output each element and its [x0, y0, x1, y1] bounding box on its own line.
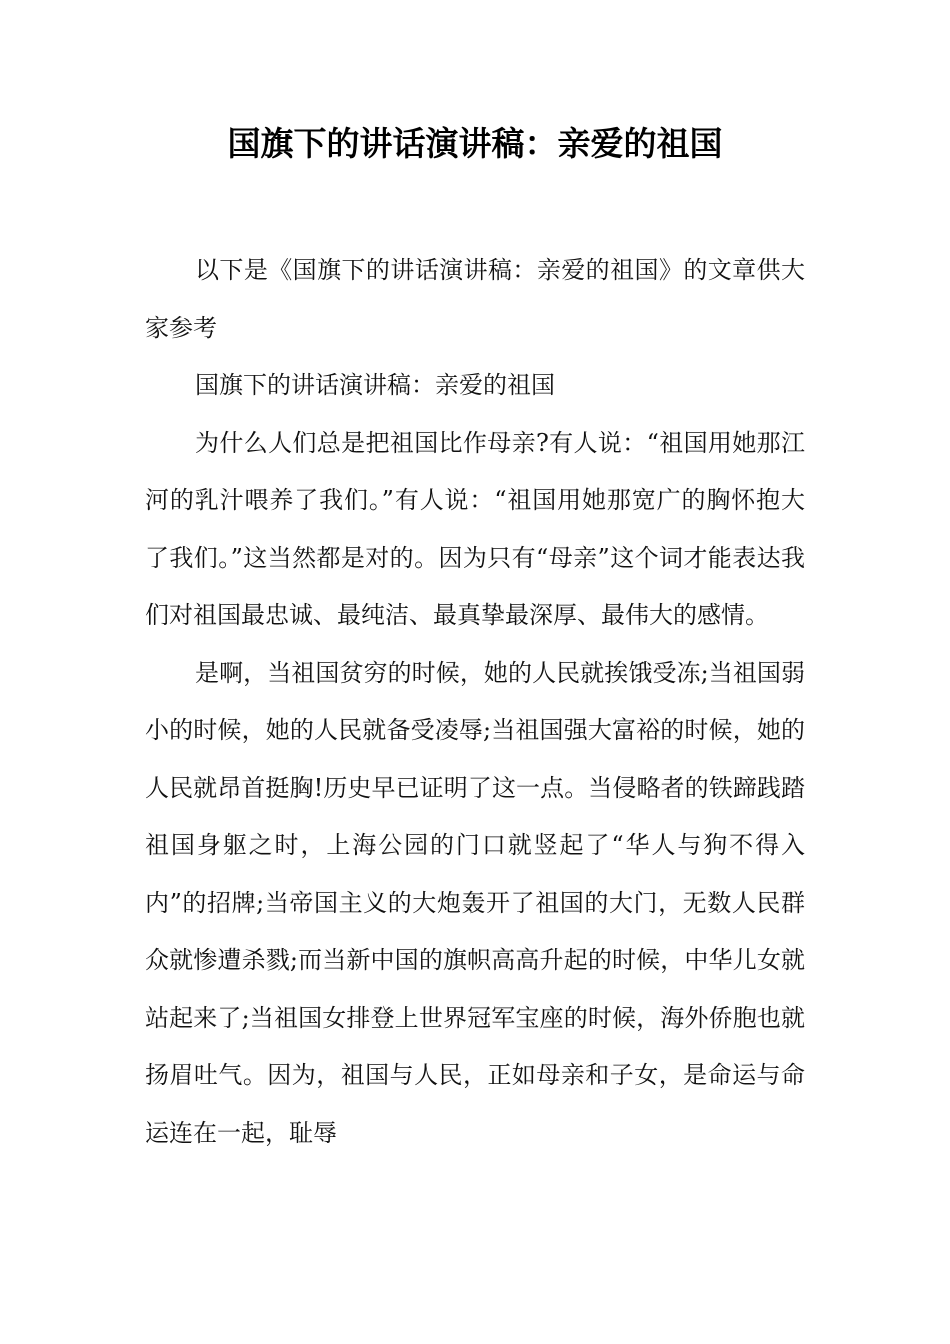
body-paragraph: 为什么人们总是把祖国比作母亲?有人说：“祖国用她那江河的乳汁喂养了我们。”有人说：“祖国用她那宽广的胸怀抱大了我们。”这当然都是对的。因为只有“母亲”这个词才能表达我们对祖国最忠诚、最纯洁、最真挚最深厚、最伟大的感情。	[145, 428, 805, 629]
document-body	[145, 242, 805, 1162]
body-paragraph: 是啊，当祖国贫穷的时候，她的人民就挨饿受冻;当祖国弱小的时候，她的人民就备受凌辱;当祖国强大富裕的时候，她的人民就昂首挺胸!历史早已证明了这一点。当侵略者的铁蹄践踏祖国身躯之时，上海公园的门口就竖起了“华人与狗不得入内”的招牌;当帝国主义的大炮轰开了祖国的大门，无数人民群众就惨遭杀戮;而当新中国的旗帜高高升起的时候，中华儿女就站起来了;当祖国女排登上世界冠军宝座的时候，海外侨胞也就扬眉吐气。因为，祖国与人民，正如母亲和子女，是命运与命运连在一起，耻辱	[145, 658, 805, 1147]
intro-paragraph: 以下是《国旗下的讲话演讲稿：亲爱的祖国》的文章供大家参考	[145, 256, 805, 342]
subtitle-paragraph: 国旗下的讲话演讲稿：亲爱的祖国	[195, 371, 555, 399]
document-title: 国旗下的讲话演讲稿：亲爱的祖国	[227, 124, 723, 163]
